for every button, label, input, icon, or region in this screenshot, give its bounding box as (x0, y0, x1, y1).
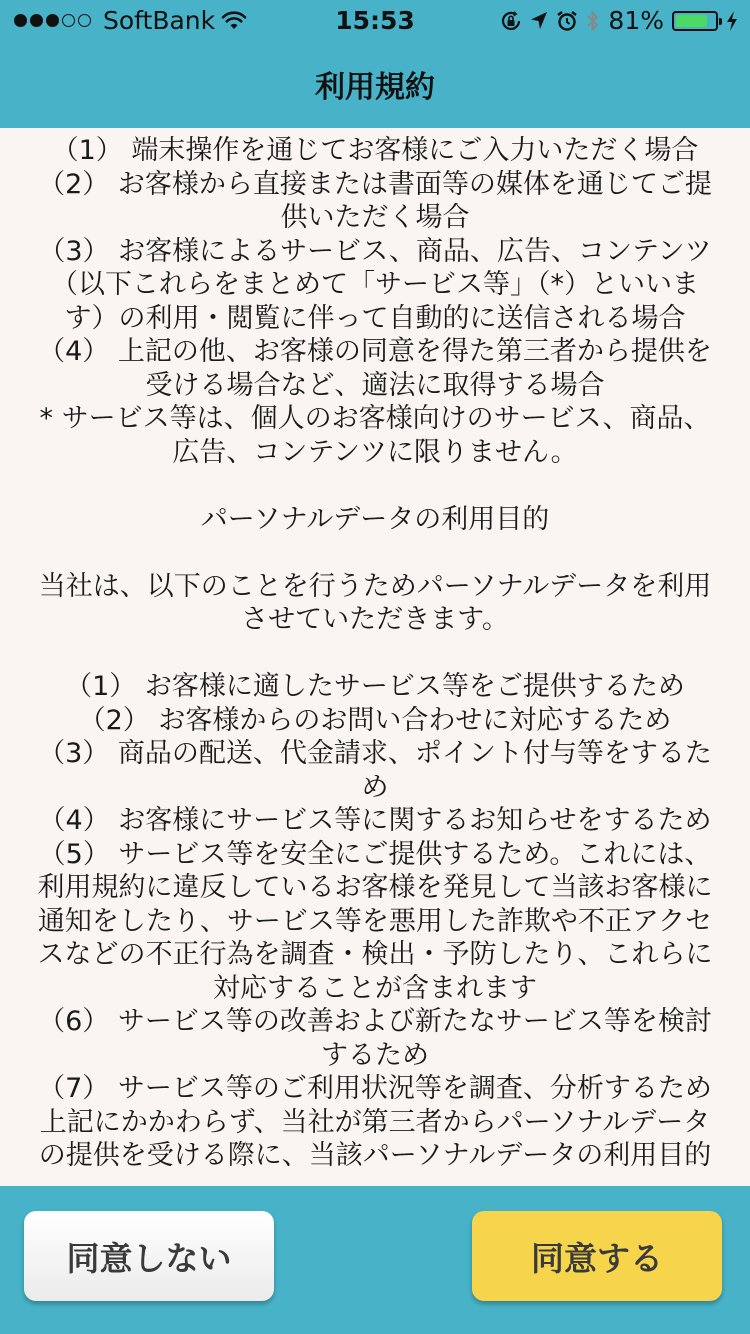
terms-line: 受ける場合など、適法に取得する場合 (145, 369, 605, 401)
terms-line: 利用規約に違反しているお客様を発見して当該お客様に (37, 872, 713, 903)
bluetooth-icon (586, 9, 600, 33)
location-arrow-icon (530, 11, 548, 31)
terms-line: （1） 端末操作を通じてお客様にご入力いただく場合 (51, 135, 699, 166)
terms-line: め (361, 771, 389, 803)
terms-line: 通知をしたり、サービス等を悪用した詐欺や不正アクセ (37, 905, 713, 937)
terms-line: す）の利用・閲覧に伴って自動的に送信される場合 (64, 302, 686, 334)
terms-line: パーソナルデータの利用目的 (200, 503, 550, 535)
blank-line (16, 536, 734, 570)
terms-line: （3） 商品の配送、代金請求、ポイント付与等をするた (38, 738, 712, 769)
page-title: 利用規約 (315, 70, 435, 105)
terms-line: （2） お客様から直接または書面等の媒体を通じてご提 (38, 168, 712, 200)
disagree-button[interactable]: 同意しない (24, 1211, 274, 1301)
status-bar (0, 0, 750, 40)
terms-line: （3） お客様によるサービス、商品、広告、コンテンツ (38, 235, 712, 267)
carrier-name: SoftBank (103, 6, 216, 35)
rotation-lock-icon (500, 10, 522, 32)
blank-line (16, 637, 734, 671)
action-footer (0, 1186, 750, 1334)
terms-text (0, 128, 750, 1168)
terms-scroll-area[interactable] (0, 128, 750, 1168)
battery-fill (676, 15, 707, 27)
terms-line: * サービス等は、個人のお客様向けのサービス、商品、 (39, 403, 711, 434)
battery-percent: 81% (608, 6, 664, 35)
terms-line: （5） サービス等を安全にご提供するため。これには、 (38, 838, 712, 870)
agree-button[interactable]: 同意する (472, 1211, 722, 1301)
terms-line: （7） サービス等のご利用状況等を調査、分析するため (38, 1073, 712, 1104)
terms-line: の提供を受ける際に、当該パーソナルデータの利用目的 (38, 1140, 712, 1168)
charging-icon (726, 10, 738, 32)
terms-line: （4） 上記の他、お客様の同意を得た第三者から提供を (38, 336, 712, 367)
status-right (500, 6, 738, 35)
terms-line: させていただきます。 (241, 604, 509, 635)
terms-line: （2） お客様からのお問い合わせに対応するため (78, 704, 672, 736)
terms-line: 上記にかかわらず、当社が第三者からパーソナルデータ (39, 1106, 711, 1138)
terms-line: （4） お客様にサービス等に関するお知らせをするため (38, 805, 712, 836)
terms-line: 対応することが含まれます (213, 972, 537, 1004)
battery-icon (672, 11, 718, 31)
terms-line: （以下これらをまとめて「サービス等」（*）といいま (51, 269, 699, 300)
alarm-icon (556, 10, 578, 32)
blank-line (16, 469, 734, 503)
terms-line: スなどの不正行為を調査・検出・予防したり、これらに (37, 939, 713, 970)
battery-tip (719, 18, 722, 25)
terms-line: 供いただく場合 (280, 202, 470, 233)
terms-line: 当社は、以下のことを行うためパーソナルデータを利用 (38, 570, 712, 602)
terms-line: （6） サービス等の改善および新たなサービス等を検討 (38, 1006, 712, 1037)
status-time: 15:53 (335, 6, 415, 35)
terms-line: 広告、コンテンツに限りません。 (172, 436, 578, 468)
terms-line: （1） お客様に適したサービス等をご提供するため (65, 671, 685, 702)
navigation-header (0, 0, 750, 128)
terms-line: するため (321, 1039, 429, 1071)
